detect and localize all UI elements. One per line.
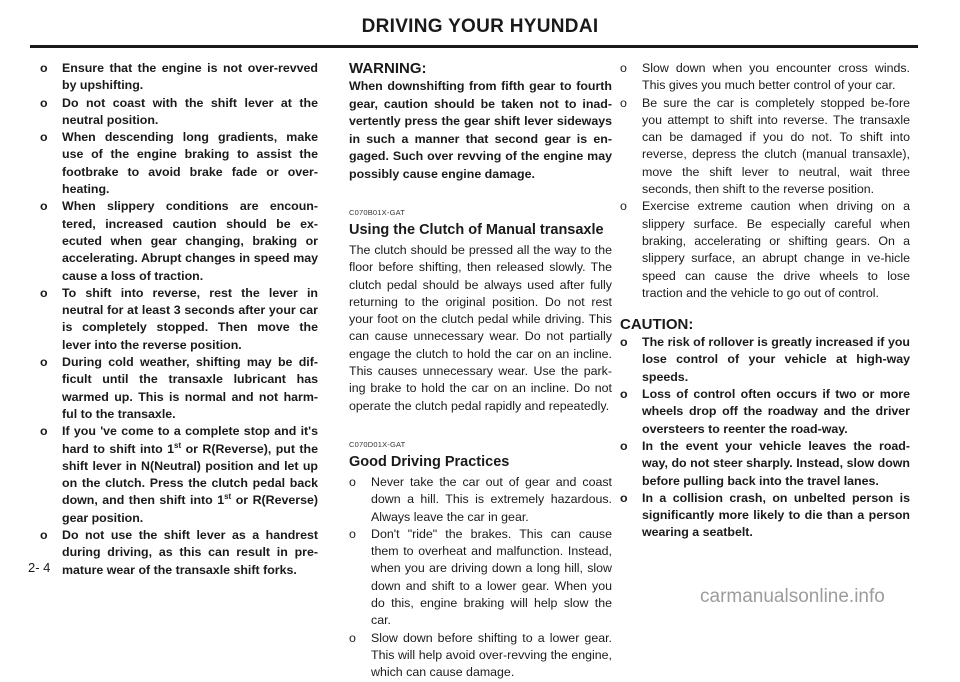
caution-item [620, 438, 910, 490]
bullet-icon: o [40, 61, 48, 75]
list-item [349, 630, 612, 682]
list-item [620, 60, 910, 95]
list-item-text: Don't "ride" the brakes. This can cause them to overheat and malfunction. Instead, when you are driving down a long hill, slow down and shift to a lower gear. When you do this, engine braking will help slow the car. [371, 526, 612, 628]
list-item-text: When slippery conditions are encoun-tered, increased caution should be ex-ecuted when gear changing, braking or accelerating. Abrupt changes in speed may cause a loss of traction. [62, 199, 318, 283]
caution-item [620, 386, 910, 438]
list-item-text: To shift into reverse, rest the lever in neutral for at least 3 seconds after your car is completely stopped. Then move the lever into the reverse position. [62, 285, 318, 352]
list-item [40, 95, 318, 130]
list-item [349, 474, 612, 526]
list-item-text: Slow down before shifting to a lower gear. This will help avoid over-revving the engine, which can cause damage. [371, 630, 612, 680]
bullet-icon: o [620, 95, 627, 110]
bullet-icon: o [349, 474, 356, 489]
list-item-text: If you 've come to a complete stop and it's hard to shift into 1st or R(Reverse), put the shift lever in N(Neutral) position and let up on the clutch. Press the clutch pedal back down, and then shift into 1st or R(Reverse) gear position. [62, 424, 319, 525]
good-driving-list [349, 474, 612, 682]
list-item-text: Do not use the shift lever as a handrest during driving, as this can result in pre-mature wear of the transaxle shift forks. [62, 528, 318, 577]
bullet-icon: o [620, 490, 628, 505]
bullet-icon: o [349, 526, 356, 541]
list-item [349, 526, 612, 630]
bullet-icon: o [40, 199, 48, 214]
column-middle [349, 60, 612, 682]
column-left [40, 60, 318, 579]
bullet-icon: o [620, 199, 627, 214]
list-item-text: Exercise extreme caution when driving on a slippery surface. Be especially careful when braking, accelerating or shifting gears. On a slippery surface, an abrupt change in ve-hicle speed can cause the drive wheels to lose traction and the vehicle to go out of control. [642, 199, 910, 300]
list-item-text: Be sure the car is completely stopped be-fore you attempt to shift into reverse. The transaxle can be damaged if you do not. To shift into reverse, depress the clutch (manual transaxle), move the shift lever to neutral, wait three seconds, then shift to the reverse position. [642, 95, 910, 197]
section-body-clutch: The clutch should be pressed all the way to the floor before shifting, then released slowly. The clutch pedal should be always used after fully returning to the original position. Do not rest your foot on the clutch pedal while driving. This can cause unnecessary wear. Do not partially engage the clutch to hold the car on an incline. This causes unnecessary wear. Use the park-ing brake to hold the car on an incline. Do not operate the clutch pedal rapidly and repeatedly. [349, 243, 612, 413]
list-item-text: Do not coast with the shift lever at the neutral position. [62, 95, 318, 127]
bullet-icon: o [349, 630, 356, 645]
list-item-text: In the event your vehicle leaves the road-way, do not steer sharply. Instead, slow down before pulling back into the travel lanes. [642, 438, 910, 488]
section-title-good-driving: Good Driving Practices [349, 453, 510, 470]
list-item [40, 527, 318, 579]
list-item-text: When descending long gradients, make use of the engine braking to assist the footbrake to avoid brake fade or over-heating. [62, 130, 318, 197]
list-item [40, 423, 318, 527]
list-item-text: During cold weather, shifting may be dif-ficult until the transaxle lubricant has warmed up. This is normal and not harm-ful to the transaxle. [62, 355, 318, 421]
bullet-icon: o [40, 528, 48, 543]
list-item-text: In a collision crash, on unbelted person is significantly more likely to die than a person wearing a seatbelt. [642, 490, 910, 540]
bullet-icon: o [620, 438, 628, 453]
watermark: carmanualsonline.info [700, 586, 885, 607]
warning-body: When downshifting from fifth gear to fourth gear, caution should be taken not to inad-vertently press the gear shift lever sideways in such a manner that second gear is en-gaged. Such over revving of the engine may possibly cause engine damage. [349, 79, 612, 181]
section-code: C070D01X-GAT [349, 439, 406, 449]
bullet-icon: o [40, 424, 48, 439]
bullet-icon: o [40, 95, 48, 110]
caution-item [620, 334, 910, 386]
list-item [40, 354, 318, 423]
column-right [620, 60, 910, 542]
list-item [40, 285, 318, 354]
list-item-text: Never take the car out of gear and coast down a hill. This is extremely hazardous. Always leave the car in gear. [371, 474, 612, 524]
bullet-icon: o [40, 355, 48, 370]
bullet-icon: o [40, 130, 48, 145]
bullet-icon: o [620, 335, 628, 350]
list-item [40, 60, 318, 95]
bullet-icon: o [40, 285, 48, 300]
page-number: 2- 4 [28, 560, 51, 575]
caution-item [620, 490, 910, 542]
page-header-title: DRIVING YOUR HYUNDAI [361, 16, 599, 37]
section-code: C070B01X-GAT [349, 208, 406, 217]
caution-title: CAUTION: [620, 316, 694, 334]
header-rule [30, 45, 918, 48]
list-item [620, 95, 910, 199]
list-item [40, 198, 318, 284]
list-item-text: Ensure that the engine is not over-revved by upshifting. [62, 61, 318, 93]
list-item [620, 198, 910, 302]
list-item-text: The risk of rollover is greatly increased if you lose control of your vehicle at high-way speeds. [642, 335, 910, 384]
list-item [40, 129, 318, 198]
bullet-icon: o [620, 61, 627, 75]
warning-title: WARNING: [349, 60, 427, 77]
list-item-text: Slow down when you encounter cross winds. This gives you much better control of your car. [642, 61, 910, 93]
bullet-icon: o [620, 387, 628, 402]
list-item-text: Loss of control often occurs if two or more wheels drop off the roadway and the driver oversteers to reenter the road-way. [642, 387, 910, 436]
section-title-clutch: Using the Clutch of Manual transaxle [349, 222, 604, 238]
